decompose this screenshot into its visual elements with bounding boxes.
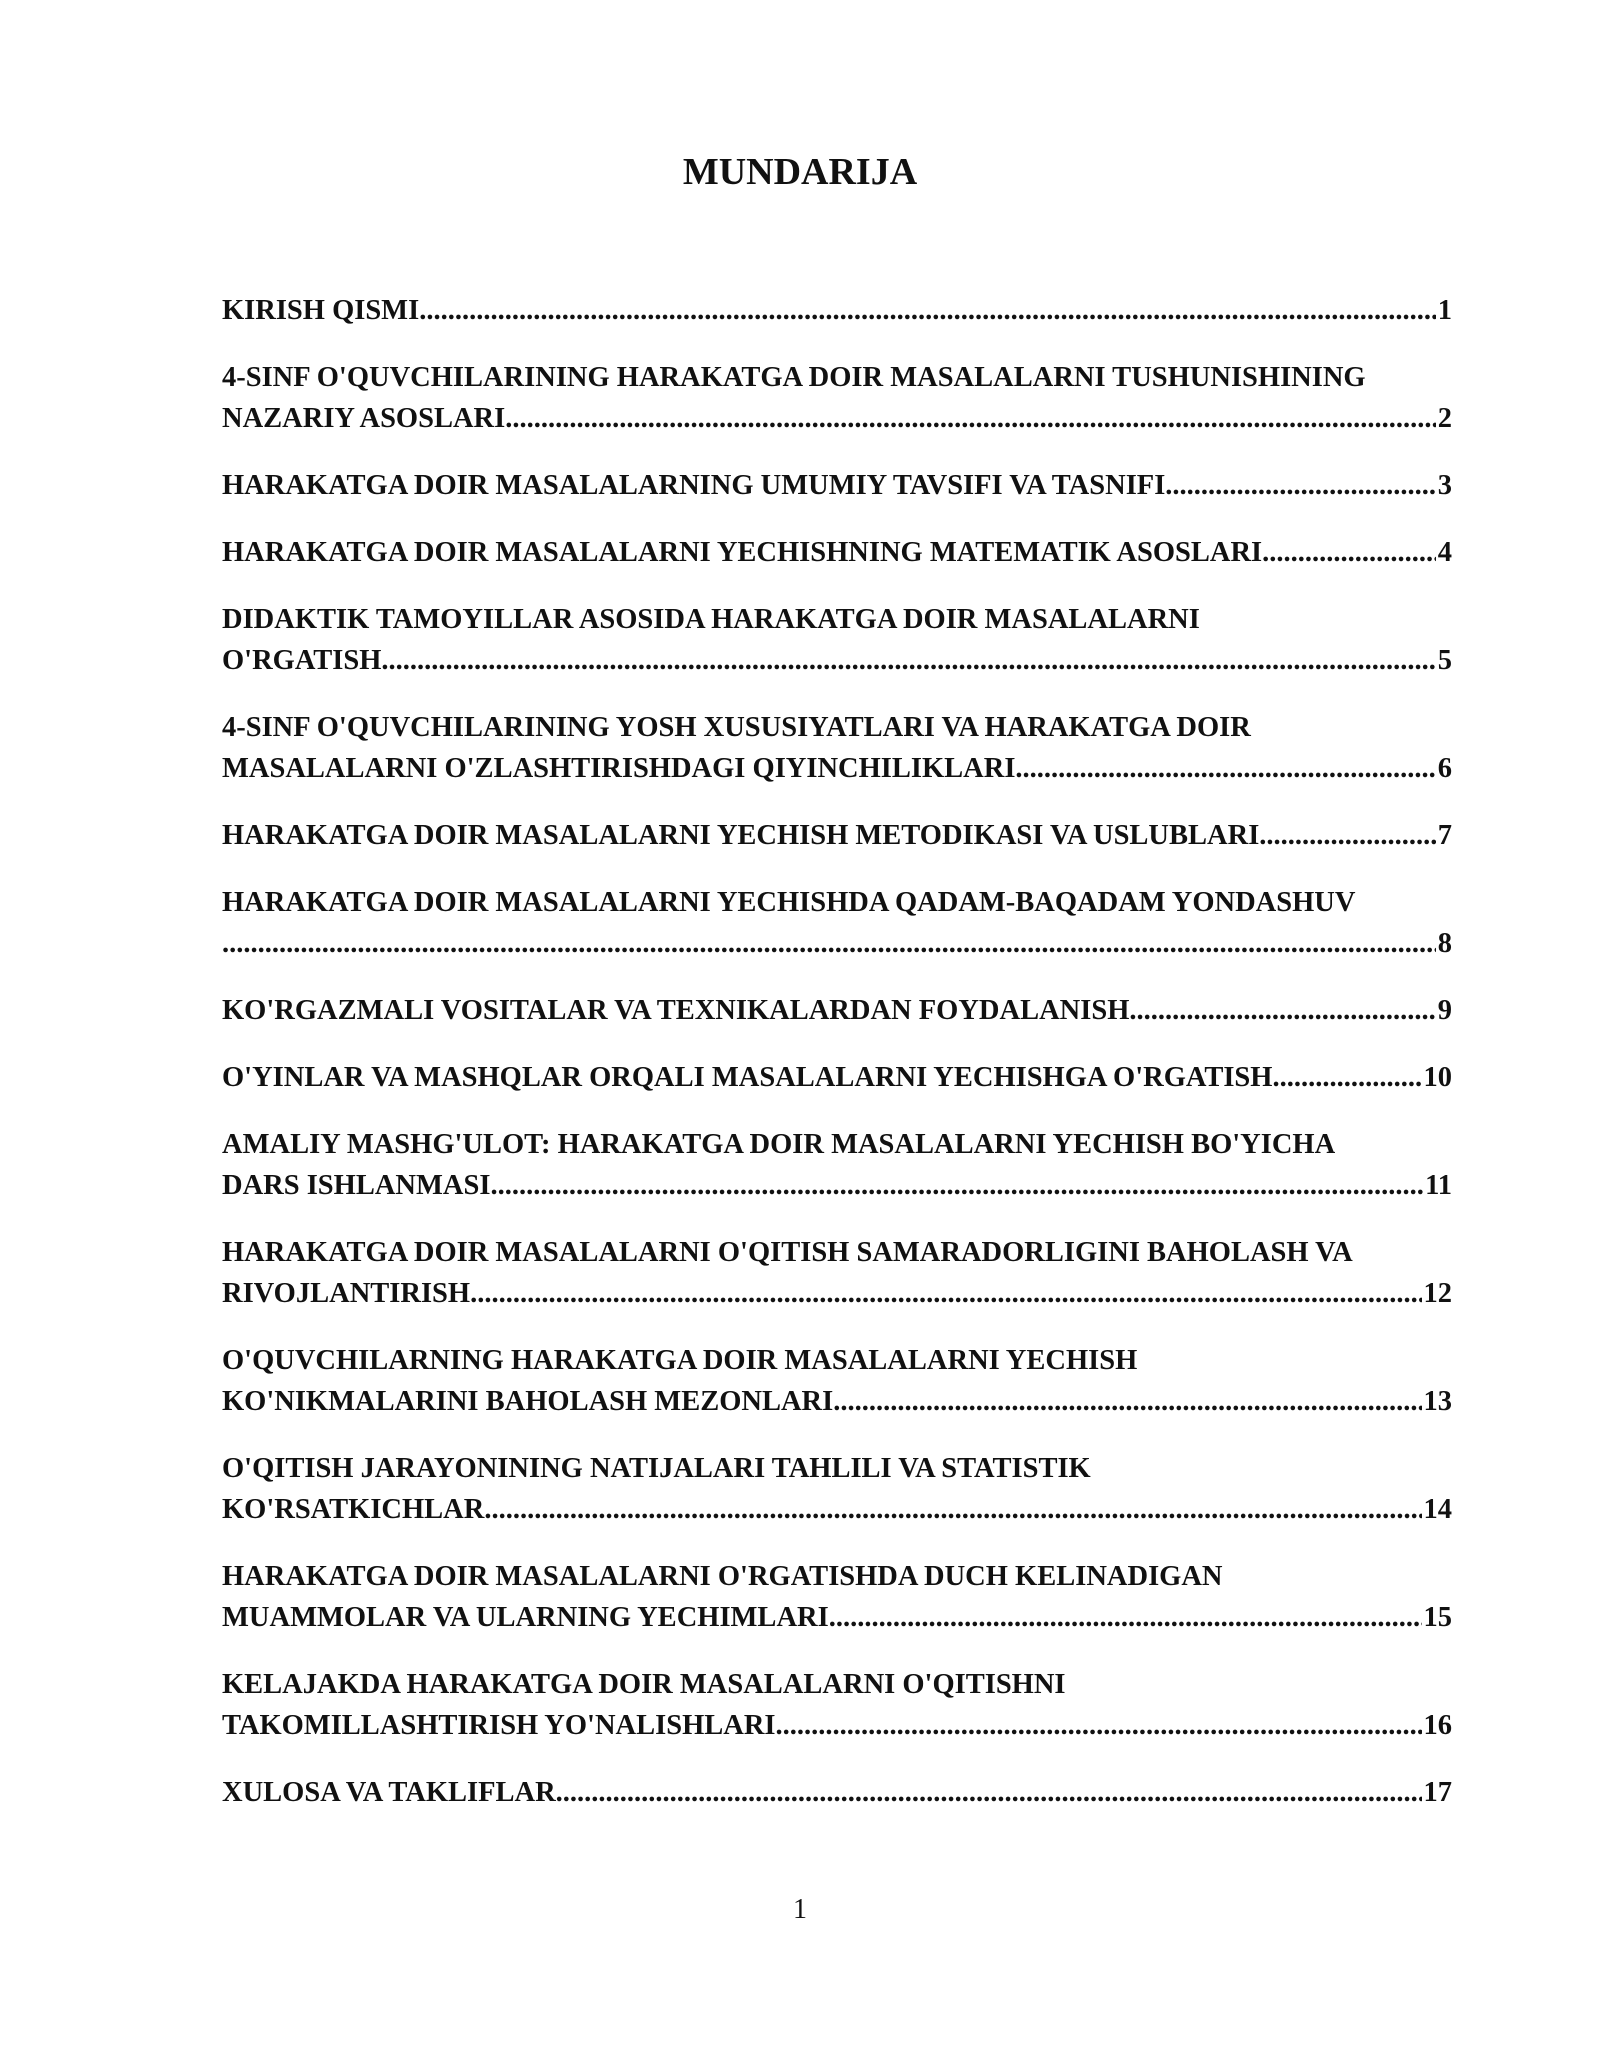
toc-entry-title: RIVOJLANTIRISH — [222, 1278, 471, 1309]
toc-entry-leader-line — [222, 1489, 1452, 1530]
toc-entry-title: O'YINLAR VA MASHQLAR ORQALI MASALALARNI YECHISHGA O'RGATISH — [222, 1062, 1273, 1093]
toc-entry-title: HARAKATGA DOIR MASALALARNI YECHISH METODIKASI VA USLUBLARI — [222, 820, 1260, 851]
toc-entry-leader-line — [222, 290, 1452, 331]
toc-entry[interactable] — [222, 707, 1452, 789]
toc-page-number: 17 — [1423, 1777, 1452, 1808]
toc-entry[interactable] — [222, 1664, 1452, 1746]
toc-entry-leader-line — [222, 815, 1452, 856]
toc-entry[interactable] — [222, 882, 1452, 964]
toc-entry[interactable] — [222, 357, 1452, 439]
toc-entry-title: NAZARIY ASOSLARI — [222, 403, 506, 434]
toc-entry-title-line: 4-SINF O'QUVCHILARINING YOSH XUSUSIYATLARI VA HARAKATGA DOIR — [222, 712, 1251, 743]
toc-entry-leader-line — [222, 748, 1452, 789]
toc-entry-leader-line — [222, 1165, 1452, 1206]
toc-entry-leader-line — [222, 398, 1452, 439]
toc-page-number: 13 — [1423, 1386, 1452, 1417]
toc-entry-leader-line — [222, 532, 1452, 573]
toc-dot-leader — [470, 1273, 1421, 1314]
toc-entry-title: KO'RSATKICHLAR — [222, 1494, 485, 1525]
toc-page-number: 8 — [1437, 928, 1452, 959]
toc-entry-title-line: O'QITISH JARAYONINING NATIJALARI TAHLILI VA STATISTIK — [222, 1453, 1091, 1484]
page-title: MUNDARIJA — [682, 151, 918, 193]
toc-entry-leader-line — [222, 923, 1452, 964]
toc-entry[interactable] — [222, 1124, 1452, 1206]
toc-dot-leader — [1165, 465, 1435, 506]
toc-dot-leader — [1129, 990, 1435, 1031]
toc-entry-title: KIRISH QISMI — [222, 295, 420, 326]
toc-entry-title-line: KELAJAKDA HARAKATGA DOIR MASALALARNI O'QITISHNI — [222, 1669, 1066, 1700]
toc-entry-title-line: DIDAKTIK TAMOYILLAR ASOSIDA HARAKATGA DOIR MASALALARNI — [222, 604, 1200, 635]
toc-entry-title: MASALALARNI O'ZLASHTIRISHDAGI QIYINCHILIKLARI — [222, 753, 1016, 784]
toc-entry-leader-line — [222, 1381, 1452, 1422]
toc-dot-leader — [419, 290, 1436, 331]
toc-entry-title: KO'RGAZMALI VOSITALAR VA TEXNIKALARDAN FOYDALANISH — [222, 995, 1130, 1026]
toc-entry[interactable] — [222, 1232, 1452, 1314]
toc-dot-leader — [556, 1772, 1422, 1813]
toc-entry-leader-line — [222, 1772, 1452, 1813]
toc-entry[interactable] — [222, 465, 1452, 506]
toc-dot-leader — [1272, 1057, 1421, 1098]
toc-dot-leader — [222, 923, 1436, 964]
toc-entry[interactable] — [222, 1556, 1452, 1638]
toc-page-number: 2 — [1437, 403, 1452, 434]
toc-page-number: 1 — [1437, 295, 1452, 326]
toc-page-number: 14 — [1423, 1494, 1452, 1525]
toc-page-number: 5 — [1437, 645, 1452, 676]
toc-entry[interactable] — [222, 1772, 1452, 1813]
table-of-contents — [222, 290, 1452, 1839]
toc-entry[interactable] — [222, 815, 1452, 856]
toc-entry[interactable] — [222, 1057, 1452, 1098]
toc-page-number: 7 — [1437, 820, 1452, 851]
toc-entry-leader-line — [222, 1057, 1452, 1098]
toc-entry-title-line: 4-SINF O'QUVCHILARINING HARAKATGA DOIR MASALALARNI TUSHUNISHINING — [222, 362, 1366, 393]
toc-dot-leader — [505, 398, 1436, 439]
toc-entry-title: O'RGATISH — [222, 645, 382, 676]
toc-page-number: 6 — [1437, 753, 1452, 784]
toc-entry[interactable] — [222, 290, 1452, 331]
toc-dot-leader — [1262, 532, 1436, 573]
toc-entry-title-line: HARAKATGA DOIR MASALALARNI O'QITISH SAMARADORLIGINI BAHOLASH VA — [222, 1237, 1353, 1268]
toc-entry-title-line: HARAKATGA DOIR MASALALARNI YECHISHDA QADAM-BAQADAM YONDASHUV — [222, 887, 1356, 918]
toc-entry-title: XULOSA VA TAKLIFLAR — [222, 1777, 556, 1808]
toc-dot-leader — [490, 1165, 1423, 1206]
toc-entry-title-line: O'QUVCHILARNING HARAKATGA DOIR MASALALARNI YECHISH — [222, 1345, 1138, 1376]
toc-entry-title: DARS ISHLANMASI — [222, 1170, 491, 1201]
toc-dot-leader — [833, 1381, 1421, 1422]
toc-page-number: 12 — [1423, 1278, 1452, 1309]
toc-page-number: 16 — [1423, 1710, 1452, 1741]
toc-dot-leader — [1015, 748, 1435, 789]
toc-dot-leader — [829, 1597, 1422, 1638]
toc-entry-title: KO'NIKMALARINI BAHOLASH MEZONLARI — [222, 1386, 834, 1417]
toc-entry-leader-line — [222, 1597, 1452, 1638]
toc-entry-title: HARAKATGA DOIR MASALALARNING UMUMIY TAVSIFI VA TASNIFI — [222, 470, 1166, 501]
toc-entry[interactable] — [222, 599, 1452, 681]
toc-entry[interactable] — [222, 1340, 1452, 1422]
toc-entry[interactable] — [222, 1448, 1452, 1530]
toc-page-number: 9 — [1437, 995, 1452, 1026]
toc-dot-leader — [776, 1705, 1422, 1746]
toc-dot-leader — [484, 1489, 1421, 1530]
toc-entry-title-line: AMALIY MASHG'ULOT: HARAKATGA DOIR MASALALARNI YECHISH BO'YICHA — [222, 1129, 1336, 1160]
toc-entry-title: MUAMMOLAR VA ULARNING YECHIMLARI — [222, 1602, 829, 1633]
toc-entry[interactable] — [222, 532, 1452, 573]
toc-entry-leader-line — [222, 465, 1452, 506]
toc-dot-leader — [381, 640, 1435, 681]
toc-entry-title: HARAKATGA DOIR MASALALARNI YECHISHNING MATEMATIK ASOSLARI — [222, 537, 1263, 568]
toc-page-number: 15 — [1423, 1602, 1452, 1633]
toc-dot-leader — [1259, 815, 1435, 856]
toc-entry-title-line: HARAKATGA DOIR MASALALARNI O'RGATISHDA DUCH KELINADIGAN — [222, 1561, 1223, 1592]
toc-entry-leader-line — [222, 1705, 1452, 1746]
toc-entry[interactable] — [222, 990, 1452, 1031]
toc-entry-leader-line — [222, 640, 1452, 681]
toc-entry-title: TAKOMILLASHTIRISH YO'NALISHLARI — [222, 1710, 776, 1741]
toc-page-number: 10 — [1423, 1062, 1452, 1093]
toc-page-number: 3 — [1437, 470, 1452, 501]
toc-entry-leader-line — [222, 990, 1452, 1031]
toc-page-number: 11 — [1425, 1170, 1452, 1201]
page-number: 1 — [793, 1894, 807, 1925]
toc-page-number: 4 — [1437, 537, 1452, 568]
toc-entry-leader-line — [222, 1273, 1452, 1314]
